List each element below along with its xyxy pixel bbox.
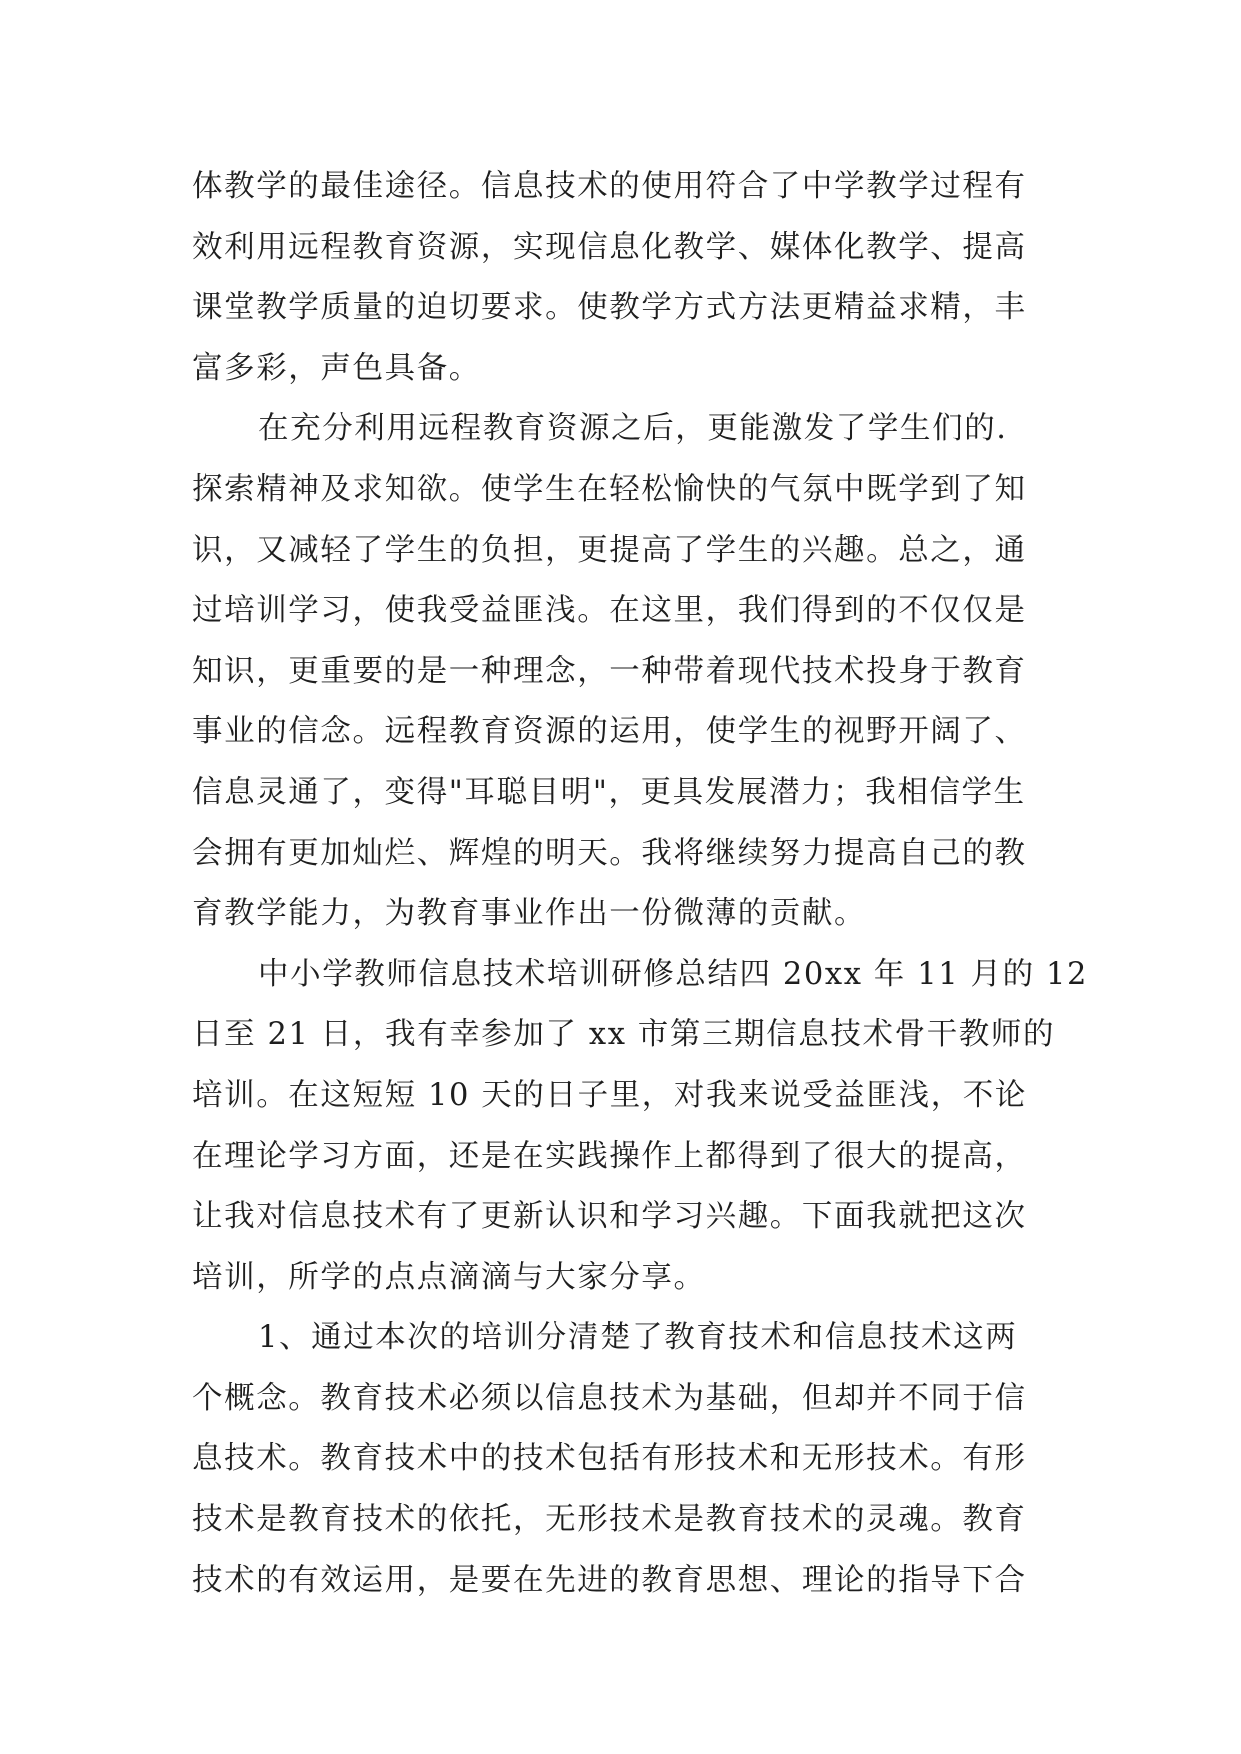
text-line: 培训，所学的点点滴滴与大家分享。: [192, 1259, 706, 1295]
text-line: 知识，更重要的是一种理念，一种带着现代技术投身于教育: [192, 653, 1027, 689]
text-line: 事业的信念。远程教育资源的运用，使学生的视野开阔了、: [192, 714, 1027, 750]
paragraph-first-line: 在充分利用远程教育资源之后，更能激发了学生们的.: [258, 411, 1008, 447]
text-line: 体教学的最佳途径。信息技术的使用符合了中学教学过程有: [192, 169, 1027, 204]
text-line: 技术是教育技术的依托，无形技术是教育技术的灵魂。教育: [192, 1502, 1027, 1538]
text-line: 让我对信息技术有了更新认识和学习兴趣。下面我就把这次: [192, 1199, 1027, 1235]
body-text: [192, 157, 1089, 1611]
text-line: 日至 21 日，我有幸参加了 xx 市第三期信息技术骨干教师的: [192, 1017, 1056, 1053]
paragraph-first-line: 中小学教师信息技术培训研修总结四 20xx 年 11 月的 12: [258, 956, 1089, 992]
text-line: 识，又减轻了学生的负担，更提高了学生的兴趣。总之，通: [192, 532, 1027, 568]
text-line: 息技术。教育技术中的技术包括有形技术和无形技术。有形: [192, 1441, 1027, 1477]
text-line: 培训。在这短短 10 天的日子里，对我来说受益匪浅，不论: [192, 1077, 1027, 1113]
text-line: 个概念。教育技术必须以信息技术为基础，但却并不同于信: [192, 1380, 1027, 1416]
text-line: 效利用远程教育资源，实现信息化教学、媒体化教学、提高: [192, 229, 1027, 265]
paragraph-first-line: 1、通过本次的培训分清楚了教育技术和信息技术这两: [258, 1320, 1018, 1356]
text-line: 探索精神及求知欲。使学生在轻松愉快的气氛中既学到了知: [192, 471, 1027, 507]
text-line: 会拥有更加灿烂、辉煌的明天。我将继续努力提高自己的教: [192, 835, 1027, 871]
text-line: 在理论学习方面，还是在实践操作上都得到了很大的提高，: [192, 1138, 1027, 1174]
text-line: 育教学能力，为教育事业作出一份微薄的贡献。: [192, 896, 867, 932]
text-line: 过培训学习，使我受益匪浅。在这里，我们得到的不仅仅是: [192, 593, 1027, 629]
text-line: 技术的有效运用，是要在先进的教育思想、理论的指导下合: [192, 1562, 1027, 1598]
text-line: 信息灵通了，变得"耳聪目明"，更具发展潜力；我相信学生: [192, 774, 1026, 810]
text-line: 课堂教学质量的迫切要求。使教学方式方法更精益求精，丰: [192, 290, 1027, 326]
text-line: 富多彩，声色具备。: [192, 350, 481, 386]
